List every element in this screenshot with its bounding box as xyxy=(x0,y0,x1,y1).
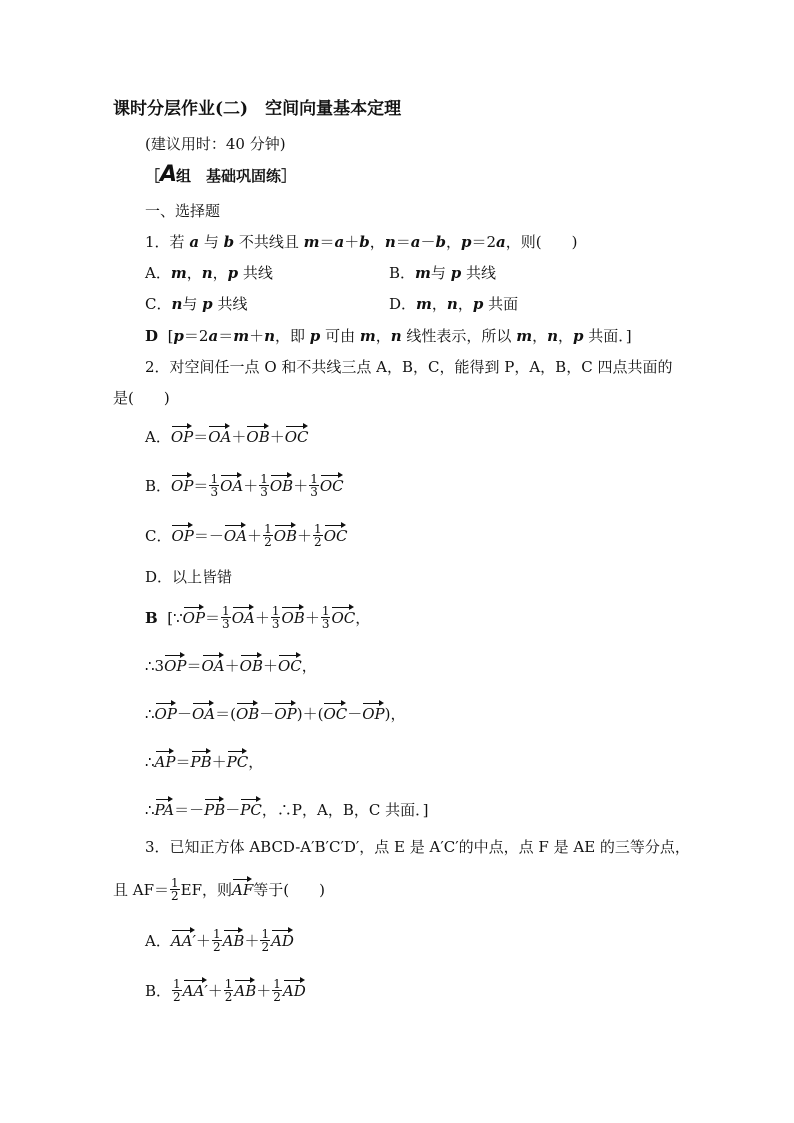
comma: ， xyxy=(390,705,406,723)
fraction-one-half xyxy=(212,928,222,953)
fraction-one-half xyxy=(313,523,323,548)
fraction-one-third xyxy=(321,605,331,630)
vector-oc: OC xyxy=(278,652,302,673)
var-b: b xyxy=(435,233,446,251)
therefore-symbol: ∴ xyxy=(145,753,155,771)
option-text: 共线 xyxy=(238,264,273,282)
paren: ) xyxy=(296,705,303,723)
var-m: m xyxy=(359,327,376,345)
vector-ob: OB xyxy=(281,604,304,625)
vector-ab: AB xyxy=(223,927,245,948)
option-label: A． xyxy=(145,932,171,950)
numerator: 1 xyxy=(171,875,179,890)
vector-oa: OA xyxy=(192,700,215,721)
q1-solution xyxy=(145,326,632,346)
vector-oc: OC xyxy=(320,472,344,493)
q3-stem-line1 xyxy=(145,837,690,857)
vector-aa-prime: AA′ xyxy=(183,977,208,998)
comma: ， xyxy=(261,801,277,819)
var-p: p xyxy=(472,295,484,313)
vector-pb: PB xyxy=(204,796,225,817)
solution-text: ， xyxy=(532,327,548,345)
var-p: p xyxy=(227,264,239,282)
vector-oa: OA xyxy=(208,423,231,444)
vector-oc: OC xyxy=(323,700,347,721)
minus-sign: － xyxy=(225,801,241,819)
var-p: p xyxy=(461,233,472,251)
vector-op: OP xyxy=(171,423,193,444)
group-heading xyxy=(145,162,297,187)
q1-stem-text: ＝ xyxy=(395,233,411,251)
numerator: 1 xyxy=(260,471,268,486)
vector-op: OP xyxy=(155,700,177,721)
var-n: n xyxy=(446,295,458,313)
q1-option-d xyxy=(389,294,518,314)
q2-option-c xyxy=(145,522,347,550)
numerator: 1 xyxy=(273,976,281,991)
option-label: C． xyxy=(145,295,172,313)
plus-sign: ＋ xyxy=(243,477,259,495)
denominator: 2 xyxy=(212,939,221,954)
denominator: 3 xyxy=(310,484,318,499)
comma: ， xyxy=(248,753,264,771)
plus-sign: ＋ xyxy=(304,609,320,627)
solution-text: ＝2 xyxy=(183,327,209,345)
option-text: ， xyxy=(212,264,228,282)
q1-stem-text: 若 xyxy=(169,233,190,251)
fraction-one-third xyxy=(271,605,281,630)
q2-answer: B xyxy=(145,609,158,627)
denominator: 3 xyxy=(260,484,268,499)
vector-ob: OB xyxy=(246,423,269,444)
q3-option-b xyxy=(145,977,306,1005)
solution-text: ＝ xyxy=(218,327,234,345)
var-b: b xyxy=(359,233,370,251)
numerator: 1 xyxy=(173,976,181,991)
section-heading: 一、选择题 xyxy=(145,202,221,220)
var-m: m xyxy=(516,327,533,345)
vector-ob: OB xyxy=(240,652,263,673)
therefore-symbol: ∴ xyxy=(276,801,292,819)
option-text: 共线 xyxy=(212,295,248,313)
solution-text: [ xyxy=(167,327,174,345)
solution-text: 可由 xyxy=(320,327,360,345)
time-hint: (建议用时：40 分钟) xyxy=(145,135,286,153)
q2-solution-line3 xyxy=(145,700,406,724)
var-n: n xyxy=(171,295,183,313)
vector-ap: AP xyxy=(155,748,176,769)
equals-sign: ＝ xyxy=(174,801,190,819)
minus-sign: － xyxy=(259,705,275,723)
vector-oa: OA xyxy=(224,522,247,543)
var-a: a xyxy=(410,233,421,251)
var-n: n xyxy=(264,327,276,345)
group-label: 组 基础巩固练 xyxy=(176,167,282,185)
fraction-one-half xyxy=(170,877,180,902)
option-label: D． xyxy=(389,295,417,313)
plus-sign: ＋ xyxy=(262,657,278,675)
vector-ob: OB xyxy=(270,472,293,493)
numerator: 1 xyxy=(210,471,219,486)
plus-sign: ＋ xyxy=(247,527,263,545)
plus-sign: ＋ xyxy=(231,428,247,446)
right-bracket: ］ xyxy=(281,167,297,185)
option-label: C． xyxy=(145,527,172,545)
left-bracket: ［ xyxy=(145,167,161,185)
solution-text: ， xyxy=(375,327,391,345)
q1-option-c xyxy=(145,294,247,314)
plus-sign: ＋ xyxy=(254,609,270,627)
q3-option-a xyxy=(145,927,294,955)
var-a: a xyxy=(189,233,200,251)
fraction-one-half xyxy=(224,978,234,1003)
denominator: 3 xyxy=(222,616,230,631)
option-label: B． xyxy=(389,264,416,282)
vector-op: OP xyxy=(362,700,384,721)
comma: ， xyxy=(355,609,371,627)
var-m: m xyxy=(416,295,432,313)
q3-stem-line2 xyxy=(113,876,325,904)
q1-stem-text: － xyxy=(420,233,436,251)
var-n: n xyxy=(201,264,213,282)
q2-option-d xyxy=(145,567,232,587)
numerator: 1 xyxy=(261,926,270,941)
solution-text: ＋ xyxy=(249,327,265,345)
plus-sign: ＋ xyxy=(293,477,309,495)
q1-stem xyxy=(145,232,578,252)
var-a: a xyxy=(496,233,506,251)
numerator: 1 xyxy=(212,926,221,941)
q1-stem-text: ＝ xyxy=(319,233,335,251)
vector-pc: PC xyxy=(227,748,249,769)
plus-sign: ＋ xyxy=(207,982,223,1000)
fraction-one-half xyxy=(260,928,270,953)
q1-stem-text: 不共线且 xyxy=(234,233,304,251)
q3-stem-text: 且 AF＝ xyxy=(113,881,170,899)
fraction-one-half xyxy=(263,523,273,548)
q1-stem-text: ， xyxy=(369,233,385,251)
paren: ( xyxy=(230,705,236,723)
q2-solution-line1 xyxy=(145,604,370,632)
option-text: 共面 xyxy=(483,295,519,313)
q3-number: 3． xyxy=(145,838,170,856)
denominator: 2 xyxy=(261,939,270,954)
option-text: 与 xyxy=(182,295,203,313)
plus-sign: ＋ xyxy=(256,982,272,1000)
var-a: a xyxy=(334,233,345,251)
denominator: 2 xyxy=(314,534,322,549)
option-text: ， xyxy=(431,295,447,313)
comma: ， xyxy=(301,657,317,675)
q2-option-a xyxy=(145,423,309,447)
fraction-one-third xyxy=(221,605,231,630)
option-text: ， xyxy=(186,264,202,282)
q1-stem-text: 与 xyxy=(199,233,224,251)
because-symbol: ∵ xyxy=(173,609,183,627)
numerator: 1 xyxy=(310,471,318,486)
option-text: 与 xyxy=(430,264,451,282)
var-m: m xyxy=(233,327,250,345)
vector-pc: PC xyxy=(240,796,262,817)
denominator: 3 xyxy=(210,484,219,499)
plus-sign: ＋ xyxy=(195,932,211,950)
vector-ob: OB xyxy=(274,522,297,543)
numerator: 1 xyxy=(264,521,272,536)
denominator: 2 xyxy=(224,989,233,1004)
denominator: 2 xyxy=(173,989,181,1004)
fraction-one-half xyxy=(272,978,282,1003)
q3-stem-text: 等于( ) xyxy=(253,881,325,899)
var-n: n xyxy=(547,327,558,345)
vector-oa: OA xyxy=(232,604,255,625)
therefore-symbol: ∴ xyxy=(145,801,155,819)
vector-op: OP xyxy=(274,700,296,721)
plus-sign: ＋ xyxy=(269,428,285,446)
therefore-symbol: ∴ xyxy=(145,657,155,675)
solution-text: 线性表示，所以 xyxy=(401,327,517,345)
equals-sign: ＝ xyxy=(186,657,202,675)
var-a: a xyxy=(208,327,219,345)
denominator: 2 xyxy=(264,534,272,549)
var-m: m xyxy=(303,233,320,251)
option-label: B． xyxy=(145,982,172,1000)
q1-number: 1． xyxy=(145,233,170,251)
q2-solution-line5 xyxy=(145,796,428,820)
q2-stem-line1 xyxy=(145,357,672,377)
therefore-symbol: ∴ xyxy=(145,705,155,723)
var-p: p xyxy=(573,327,584,345)
vector-oa: OA xyxy=(202,652,225,673)
var-p: p xyxy=(202,295,213,313)
minus-sign: － xyxy=(208,527,224,545)
numerator: 1 xyxy=(271,603,280,618)
var-p: p xyxy=(309,327,321,345)
denominator: 3 xyxy=(271,616,280,631)
q1-option-b xyxy=(389,263,496,283)
var-n: n xyxy=(390,327,402,345)
paren: ) xyxy=(384,705,391,723)
plus-sign: ＋ xyxy=(297,527,313,545)
bracket: [ xyxy=(167,609,174,627)
option-label: D． xyxy=(145,568,173,586)
vector-oc: OC xyxy=(285,423,309,444)
var-p: p xyxy=(173,327,184,345)
plus-sign: ＋ xyxy=(211,753,227,771)
numerator: 1 xyxy=(314,521,322,536)
option-label: A． xyxy=(145,428,171,446)
numerator: 1 xyxy=(222,603,230,618)
equals-sign: ＝ xyxy=(193,527,209,545)
option-label: B． xyxy=(145,477,172,495)
fraction-one-third xyxy=(259,473,269,498)
equals-sign: ＝ xyxy=(193,428,209,446)
q2-stem-text: 对空间任一点 O 和不共线三点 A，B，C，能得到 P，A，B，C 四点共面的 xyxy=(169,358,673,376)
option-text: 以上皆错 xyxy=(172,568,233,586)
q1-answer: D xyxy=(145,327,159,345)
fraction-one-third xyxy=(209,473,219,498)
minus-sign: － xyxy=(189,801,205,819)
vector-op: OP xyxy=(164,652,186,673)
option-text: ， xyxy=(457,295,473,313)
q2-number: 2． xyxy=(145,358,170,376)
vector-oa: OA xyxy=(220,472,243,493)
q2-option-b xyxy=(145,472,344,500)
denominator: 3 xyxy=(321,616,330,631)
q1-stem-text: ＝2 xyxy=(471,233,497,251)
denominator: 2 xyxy=(171,888,179,903)
fraction-one-half xyxy=(172,978,182,1003)
solution-text: ， xyxy=(557,327,573,345)
group-letter: A xyxy=(160,162,177,187)
vector-pb: PB xyxy=(191,748,212,769)
plus-sign: ＋ xyxy=(224,657,240,675)
q2-solution-line4 xyxy=(145,748,263,772)
solution-text: ，即 xyxy=(275,327,310,345)
vector-ab: AB xyxy=(234,977,256,998)
equals-sign: ＝ xyxy=(205,609,221,627)
plus-sign: ＋ xyxy=(244,932,260,950)
vector-ad: AD xyxy=(271,927,294,948)
vector-ad: AD xyxy=(283,977,306,998)
solution-text: 共面．] xyxy=(583,327,632,345)
fraction-one-third xyxy=(309,473,319,498)
denominator: 2 xyxy=(273,989,281,1004)
var-n: n xyxy=(384,233,396,251)
var-p: p xyxy=(450,264,462,282)
vector-aa-prime: AA′ xyxy=(171,927,196,948)
vector-op: OP xyxy=(171,522,193,543)
vector-oc: OC xyxy=(331,604,355,625)
q3-stem-text: EF，则 xyxy=(180,881,233,899)
q1-stem-text: ＋ xyxy=(344,233,360,251)
page-title: 课时分层作业(二) 空间向量基本定理 xyxy=(113,99,402,119)
equals-sign: ＝ xyxy=(193,477,209,495)
var-b: b xyxy=(223,233,235,251)
plus-sign: ＋ xyxy=(302,705,318,723)
coefficient: 3 xyxy=(154,657,165,675)
numerator: 1 xyxy=(224,976,233,991)
vector-op: OP xyxy=(183,604,205,625)
vector-ob: OB xyxy=(236,700,259,721)
equals-sign: ＝ xyxy=(215,705,231,723)
vector-pa: PA xyxy=(155,796,175,817)
paren: ( xyxy=(317,705,324,723)
var-m: m xyxy=(415,264,431,282)
minus-sign: － xyxy=(347,705,363,723)
minus-sign: － xyxy=(176,705,192,723)
vector-oc: OC xyxy=(324,522,348,543)
vector-op: OP xyxy=(171,472,193,493)
option-label: A． xyxy=(145,264,171,282)
q1-stem-text: ， xyxy=(445,233,461,251)
solution-text: P，A，B，C 共面．] xyxy=(291,801,429,819)
q1-stem-text: ，则( ) xyxy=(505,233,578,251)
vector-af: AF xyxy=(232,876,253,897)
q1-option-a xyxy=(145,263,273,283)
q2-stem-line2: 是( ) xyxy=(113,389,170,407)
var-m: m xyxy=(170,264,187,282)
option-text: 共线 xyxy=(461,264,496,282)
q3-stem-text: 已知正方体 ABCD-A′B′C′D′，点 E 是 A′C′的中点，点 F 是 AE 的三等分点， xyxy=(169,838,690,856)
equals-sign: ＝ xyxy=(175,753,191,771)
numerator: 1 xyxy=(321,603,330,618)
q2-solution-line2 xyxy=(145,652,317,676)
